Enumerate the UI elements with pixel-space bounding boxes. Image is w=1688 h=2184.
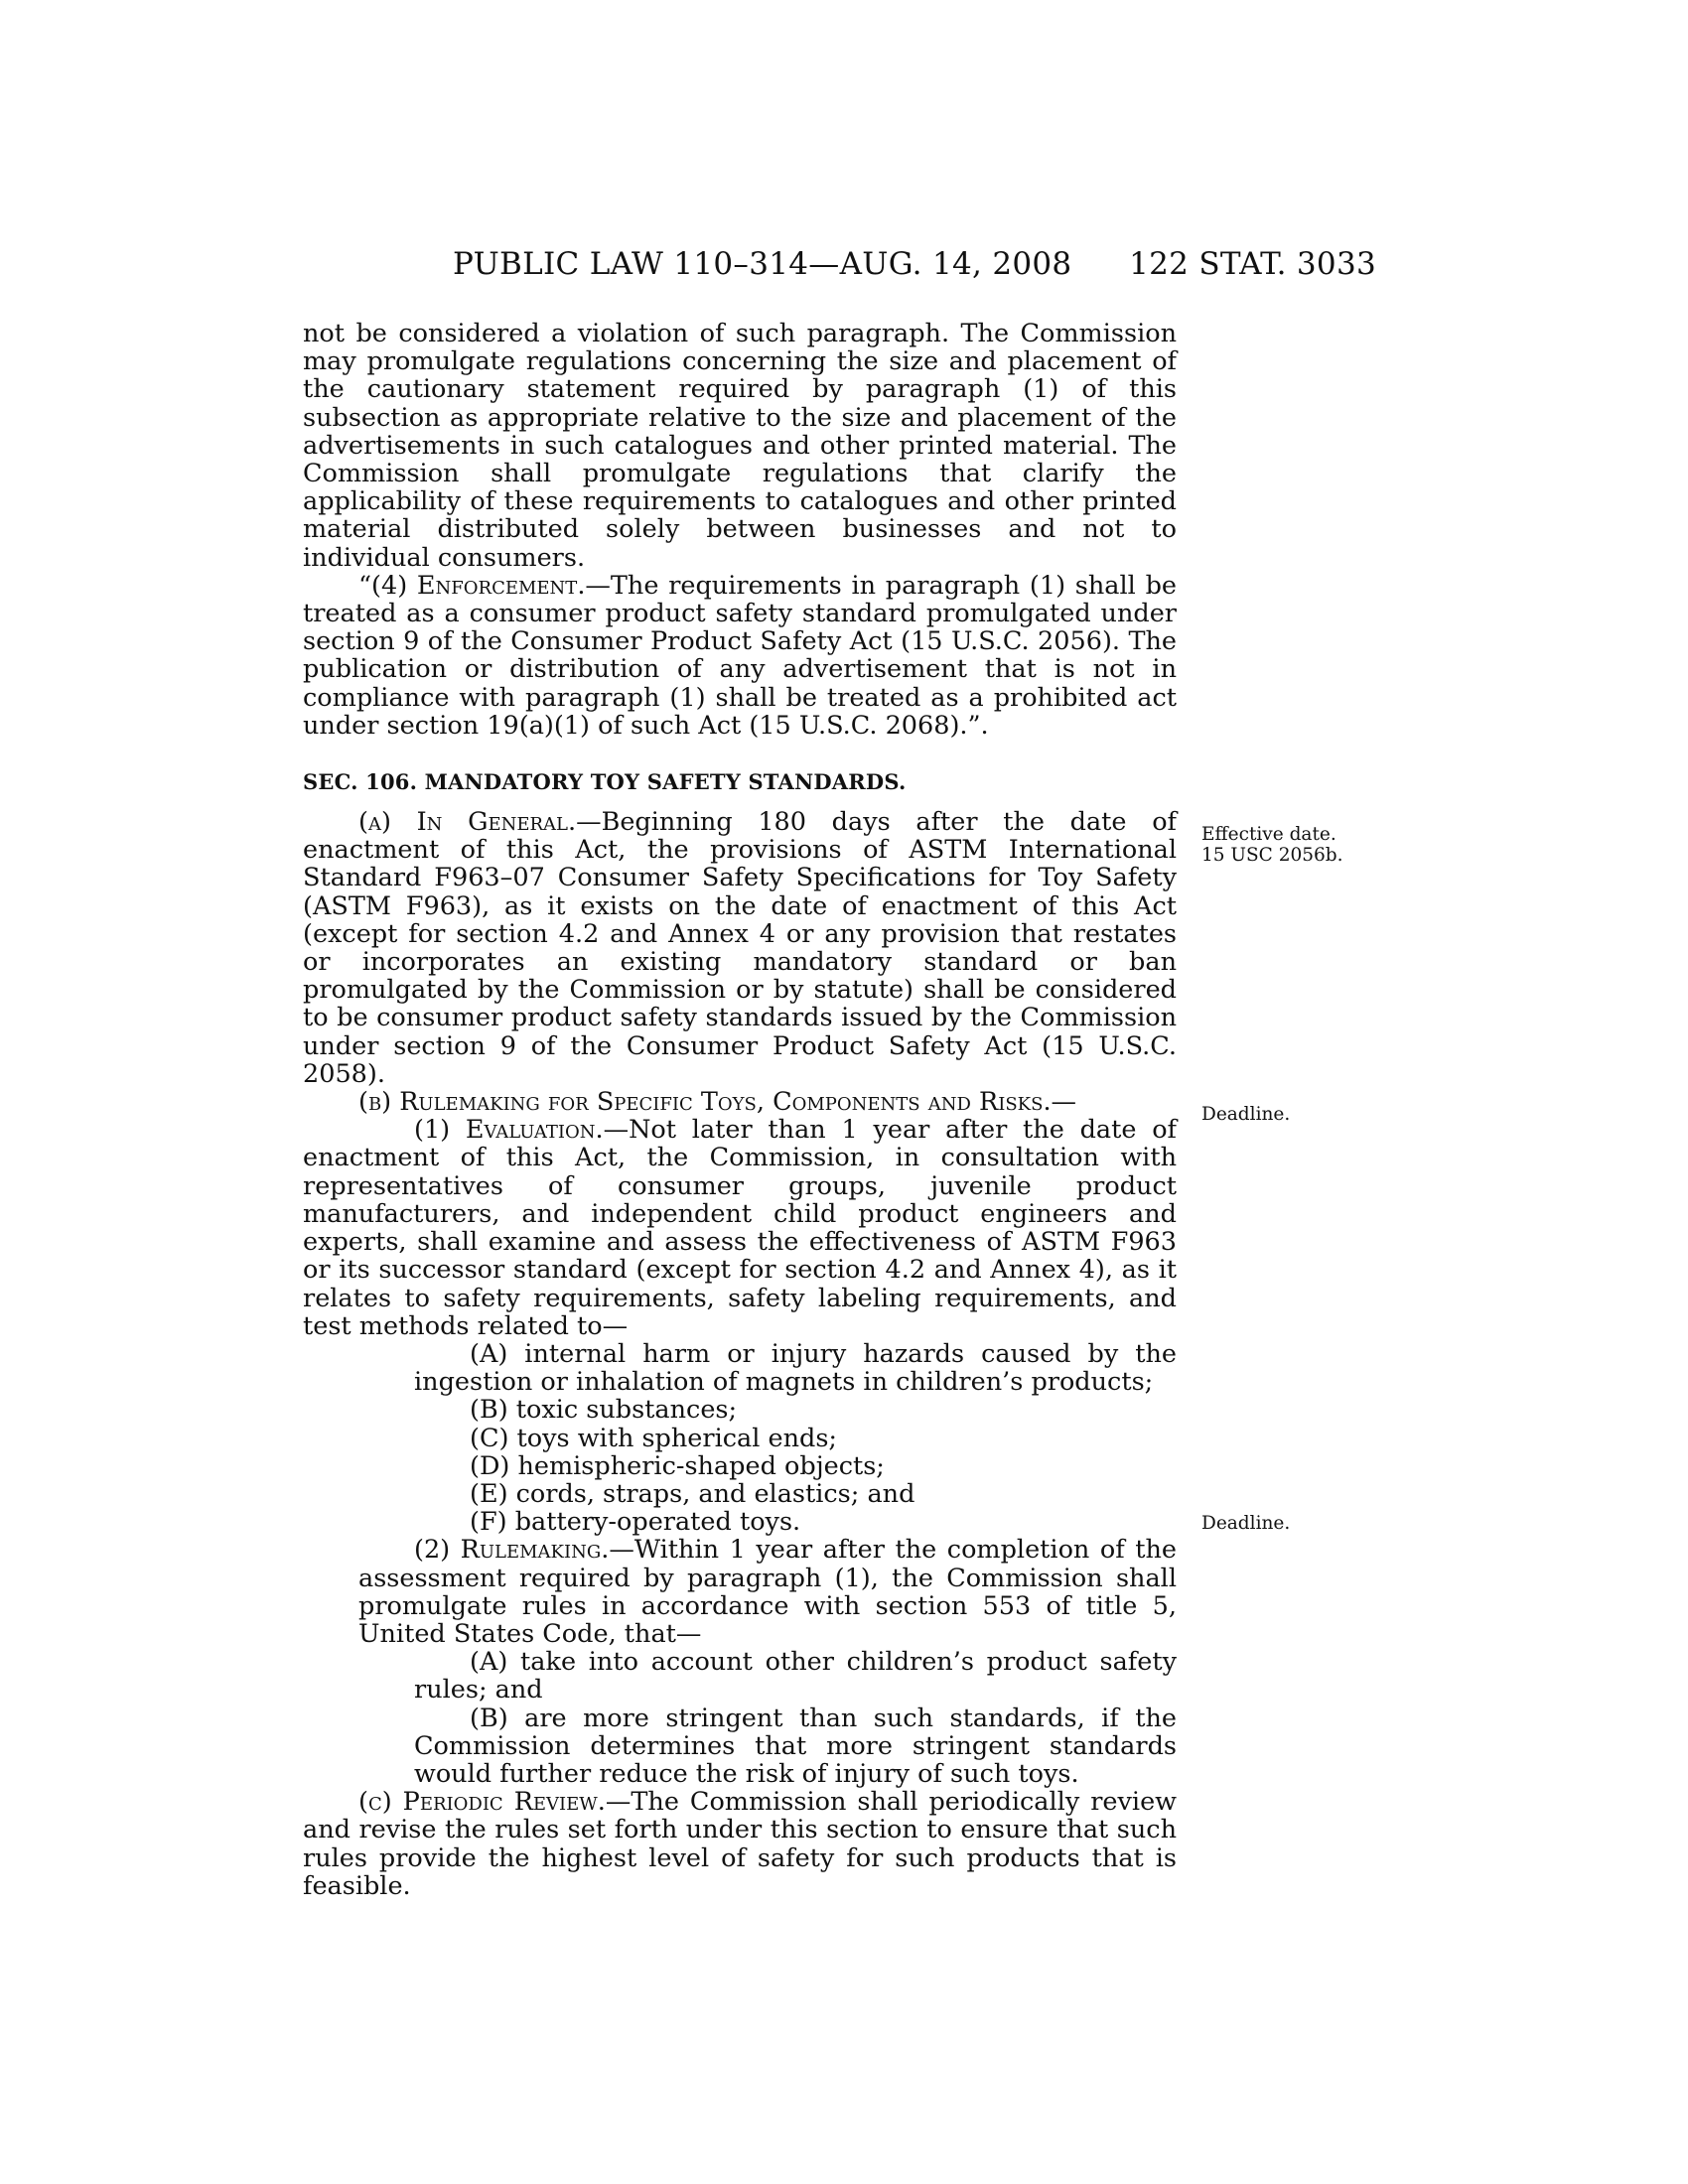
margin-note-deadline-1: Deadline. bbox=[1201, 1104, 1291, 1125]
subsection-b-label: (b) Rulemaking for Specific Toys, Components and Risks.— bbox=[358, 1087, 1077, 1118]
list-item: (A) take into account other children’s product safety rules; and bbox=[414, 1647, 1177, 1706]
page-header bbox=[298, 246, 1376, 286]
section-heading: SEC. 106. MANDATORY TOY SAFETY STANDARDS. bbox=[303, 769, 907, 795]
margin-note-effective-date bbox=[1201, 824, 1343, 866]
page-number-statute: 122 STAT. 3033 bbox=[1129, 246, 1376, 282]
subsection-c-text: —The Commission shall periodically review and revise the rules set forth under this section to ensure that such rules provide the highest level of safety for such products that is feasible. bbox=[303, 1787, 1177, 1901]
list-item: (F) battery-operated toys. bbox=[470, 1507, 801, 1538]
list-item: (E) cords, straps, and elastics; and bbox=[470, 1478, 915, 1509]
enforcement-paragraph bbox=[303, 572, 1177, 740]
paragraph-b1-text: —Not later than 1 year after the date of enactment of this Act, the Commission, in consultation with representatives of consumer groups, juvenile product manufacturers, and independent child product engineers and experts, shall examine and assess the effectiveness of ASTM F963 or its successor standard (except for section 4.2 and Annex 4), as it relates to safety requirements, safety labeling requirements, and test methods related to— bbox=[303, 1115, 1177, 1341]
paragraph-b2-text: —Within 1 year after the completion of the assessment required by paragraph (1), the Commission shall promulgate rules in accordance with section 553 of title 5, United States Code, that— bbox=[358, 1535, 1177, 1649]
paragraph-b1-label: (1) Evaluation. bbox=[414, 1115, 604, 1146]
subsection-a bbox=[303, 808, 1177, 1088]
subsection-c-label: (c) Periodic Review. bbox=[358, 1787, 606, 1818]
list-item: (B) are more stringent than such standards, if the Commission determines that more stringent standards would further reduce the risk of injury of such toys. bbox=[414, 1703, 1177, 1789]
list-item: (C) toys with spherical ends; bbox=[470, 1423, 837, 1453]
margin-note-effective-date-text: Effective date. bbox=[1201, 824, 1336, 845]
subsection-a-text: —Beginning 180 days after the date of enactment of this Act, the provisions of ASTM International Standard F963–07 Consumer Safety Specifications for Toy Safety (ASTM F963), as it exists on the date of enactment of this Act (except for section 4.2 and Annex 4 or any provision that restates or incorporates an existing mandatory standard or ban promulgated by the Commission or by statute) shall be considered to be consumer product safety standards issued by the Commission under section 9 of the Consumer Product Safety Act (15 U.S.C. 2058). bbox=[303, 807, 1177, 1089]
subsection-c bbox=[303, 1788, 1177, 1900]
continued-paragraph: not be considered a violation of such paragraph. The Commission may promulgate regulations concerning the size and placement of the cautionary statement required by paragraph (1) of this subsection as appropriate relative to the size and placement of the advertisements in such catalogues and other printed material. The Commission shall promulgate regulations that clarify the applicability of these requirements to catalogues and other printed material distributed solely between businesses and not to individual consumers. bbox=[303, 319, 1177, 573]
margin-note-deadline-2: Deadline. bbox=[1201, 1513, 1291, 1534]
subsection-a-label: (a) In General. bbox=[358, 807, 577, 838]
paragraph-b2-label: (2) Rulemaking. bbox=[414, 1535, 610, 1566]
body-text bbox=[303, 320, 1177, 1900]
enforcement-label: “(4) Enforcement. bbox=[358, 570, 586, 601]
paragraph-b2 bbox=[303, 1536, 1177, 1648]
list-item: (B) toxic substances; bbox=[470, 1395, 738, 1426]
subsection-b-heading bbox=[303, 1088, 1177, 1116]
list-item: (D) hemispheric-shaped objects; bbox=[470, 1450, 885, 1481]
list-item: (A) internal harm or injury hazards caused by the ingestion or inhalation of magnets in children’s products; bbox=[414, 1338, 1177, 1398]
margin-note-usc-cite: 15 USC 2056b. bbox=[1201, 845, 1343, 866]
enforcement-text: —The requirements in paragraph (1) shall be treated as a consumer product safety standard promulgated under section 9 of the Consumer Product Safety Act (15 U.S.C. 2056). The publication or distribution of any advertisement that is not in compliance with paragraph (1) shall be treated as a prohibited act under section 19(a)(1) of such Act (15 U.S.C. 2068).”. bbox=[303, 570, 1177, 741]
running-head-title: PUBLIC LAW 110–314—AUG. 14, 2008 bbox=[453, 246, 1072, 282]
paragraph-b1 bbox=[303, 1116, 1177, 1340]
